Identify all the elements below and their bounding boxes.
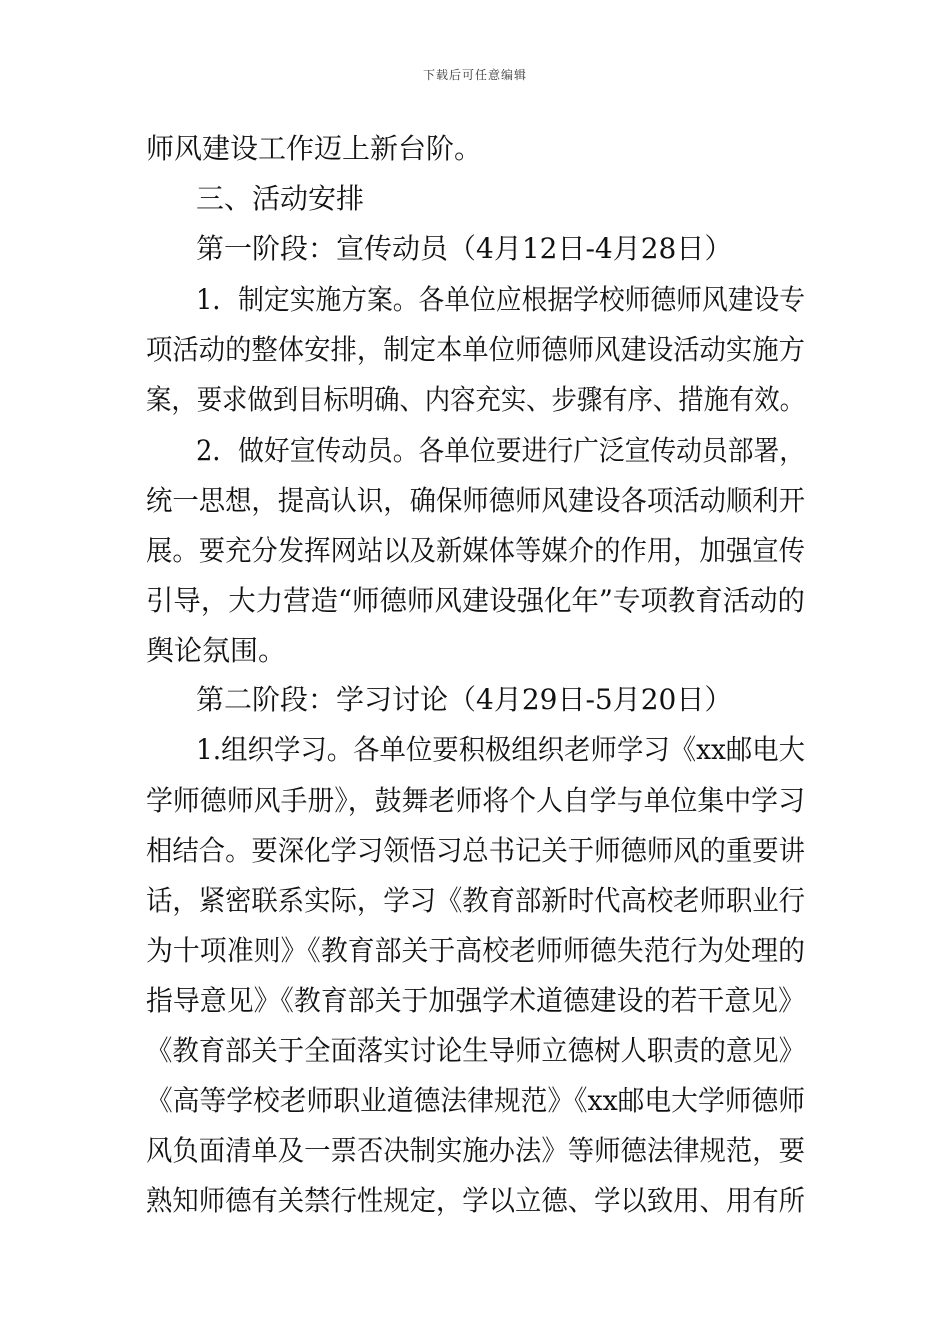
- body-line: 学师德师风手册》，鼓舞老师将个人自学与单位集中学习: [146, 784, 805, 817]
- body-line: 指导意见》《教育部关于加强学术道德建设的若干意见》: [146, 984, 805, 1017]
- body-line: 案，要求做到目标明确、内容充实、步骤有序、措施有效。: [146, 383, 805, 416]
- section-heading: 三、活动安排: [196, 182, 365, 215]
- body-line: 相结合。要深化学习领悟习总书记关于师德师风的重要讲: [146, 834, 805, 867]
- body-line: 为十项准则》《教育部关于高校老师师德失范行为处理的: [146, 934, 805, 967]
- stage-heading: 第二阶段：学习讨论（4月29日-5月20日）: [196, 683, 733, 716]
- body-line: 《高等学校老师职业道德法律规范》《xx邮电大学师德师: [146, 1084, 805, 1117]
- body-line: 展。要充分发挥网站以及新媒体等媒介的作用，加强宣传: [146, 534, 805, 567]
- body-line: 1.组织学习。各单位要积极组织老师学习《xx邮电大: [196, 733, 806, 766]
- page-header: 下载后可任意编辑: [422, 68, 527, 82]
- body-line: 1．制定实施方案。各单位应根据学校师德师风建设专: [196, 283, 806, 316]
- body-line: 风负面清单及一票否决制实施办法》等师德法律规范，要: [146, 1134, 805, 1167]
- body-line: 熟知师德有关禁行性规定，学以立德、学以致用、用有所: [146, 1184, 805, 1217]
- body-line: 师风建设工作迈上新台阶。: [146, 132, 483, 165]
- body-line: 统一思想，提高认识，确保师德师风建设各项活动顺利开: [146, 484, 805, 517]
- body-line: 2．做好宣传动员。各单位要进行广泛宣传动员部署，: [196, 434, 806, 467]
- body-line: 《教育部关于全面落实讨论生导师立德树人职责的意见》: [146, 1034, 805, 1067]
- body-line: 舆论氛围。: [146, 634, 287, 667]
- body-line: 引导，大力营造“师德师风建设强化年”专项教育活动的: [146, 584, 805, 617]
- stage-heading: 第一阶段：宣传动员（4月12日-4月28日）: [196, 232, 733, 265]
- body-line: 项活动的整体安排，制定本单位师德师风建设活动实施方: [146, 333, 805, 366]
- body-line: 话，紧密联系实际，学习《教育部新时代高校老师职业行: [146, 884, 805, 917]
